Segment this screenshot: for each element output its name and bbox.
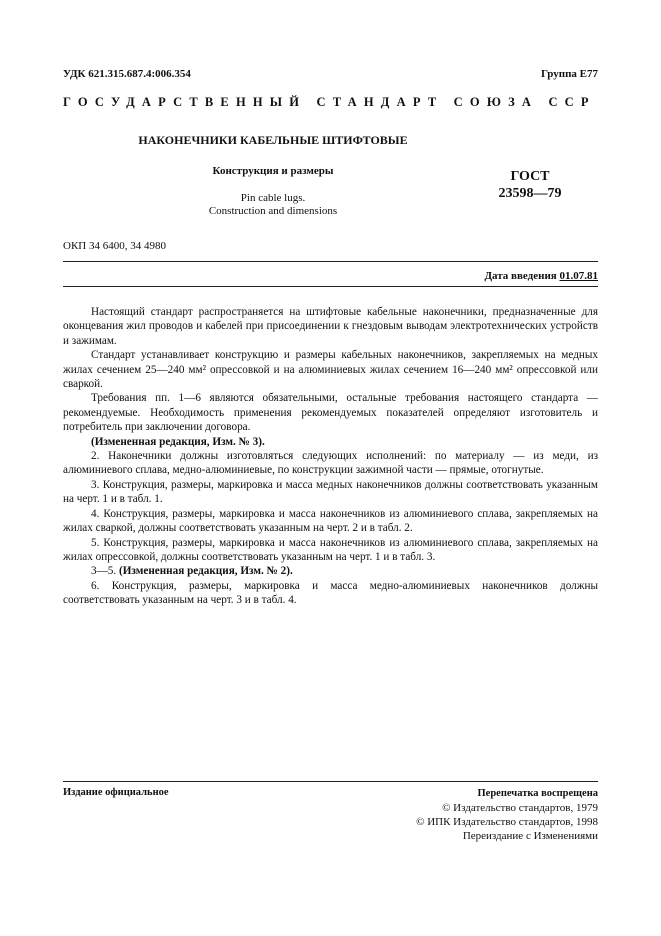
state-standard-heading: ГОСУДАРСТВЕННЫЙ СТАНДАРТ СОЮЗА ССР	[63, 95, 596, 109]
okp-code: ОКП 34 6400, 34 4980	[63, 240, 166, 252]
gost-designation	[470, 168, 590, 202]
paragraph-clause-6: 6. Конструкция, размеры, маркировка и масса медно-алюминиевых наконечников должны соответствовать указанным на черт. 3 и в табл. 4.	[63, 579, 598, 607]
english-title-line1: Pin cable lugs.	[240, 192, 306, 204]
amendment-note-2-prefix: 3—5.	[91, 565, 117, 578]
amendment-note-3: (Измененная редакция, Изм. № 3).	[91, 435, 265, 448]
amendment-note-2-text: (Измененная редакция, Изм. № 2).	[118, 565, 293, 578]
paragraph-scope: Настоящий стандарт распространяется на штифтовые кабельные наконечники, предназначенные для оконцевания жил проводов и кабелей при присоединении к гнездовым выводам электротехнических устройств и зажимам.	[63, 306, 598, 347]
paragraph-clause-2: 2. Наконечники должны изготовляться следующих исполнений: по материалу — из меди, из алюминиевого сплава, медно-алюминиевые, по конструкции зажимной части — прямые, отогнутые.	[63, 450, 598, 477]
body-text	[63, 305, 598, 608]
divider-top	[63, 261, 598, 262]
footer-copyright	[416, 787, 598, 843]
english-title-line2: Construction and dimensions	[208, 205, 338, 217]
document-subtitle: Конструкция и размеры	[212, 165, 334, 177]
paragraph-establishes: Стандарт устанавливает конструкцию и размеры кабельных наконечников, закрепляемых на медных жилах сечением 25—240 мм² опрессовкой и на алюминиевых жилах сечением 16—240 мм² опрессовкой или сваркой.	[63, 349, 598, 391]
gost-number: 23598—79	[498, 186, 562, 201]
effective-date	[484, 270, 598, 282]
amendment-note-2	[63, 564, 598, 578]
udk-code: УДК 621.315.687.4:006.354	[63, 68, 191, 80]
group-code: Группа Е77	[540, 68, 598, 80]
paragraph-clause-4: 4. Конструкция, размеры, маркировка и масса наконечников из алюминиевого сплава, закрепляемых на жилах сваркой, должны соответствовать указанным на черт. 2 и в табл. 2.	[63, 507, 598, 535]
paragraph-requirements: Требования пп. 1—6 являются обязательными, остальные требования настоящего стандарта — рекомендуемые. Необходимость применения рекомендуемых показателей определяют изготовитель и потребитель при заключении договора.	[63, 392, 598, 434]
effective-date-value: 01.07.81	[559, 270, 598, 282]
reprint-prohibited: Перепечатка воспрещена	[477, 788, 598, 799]
reissue-note: Переиздание с Изменениями	[462, 830, 598, 842]
effective-date-label: Дата введения	[484, 270, 557, 282]
copyright-1998: © ИПК Издательство стандартов, 1998	[416, 816, 598, 828]
official-edition: Издание официальное	[63, 787, 169, 798]
english-title	[63, 192, 483, 218]
copyright-1979: © Издательство стандартов, 1979	[442, 802, 598, 814]
document-title: НАКОНЕЧНИКИ КАБЕЛЬНЫЕ ШТИФТОВЫЕ	[138, 133, 408, 147]
gost-label: ГОСТ	[510, 169, 550, 184]
paragraph-clause-3: 3. Конструкция, размеры, маркировка и масса медных наконечников должны соответствовать указанным на черт. 1 и в табл. 1.	[63, 478, 598, 506]
divider-date	[63, 286, 598, 287]
divider-footer	[63, 781, 598, 782]
paragraph-clause-5: 5. Конструкция, размеры, маркировка и масса наконечников из алюминиевого сплава, закрепляемых на жилах опрессовкой, должны соответствовать указанным на черт. 1 и в табл. 3.	[63, 536, 598, 563]
